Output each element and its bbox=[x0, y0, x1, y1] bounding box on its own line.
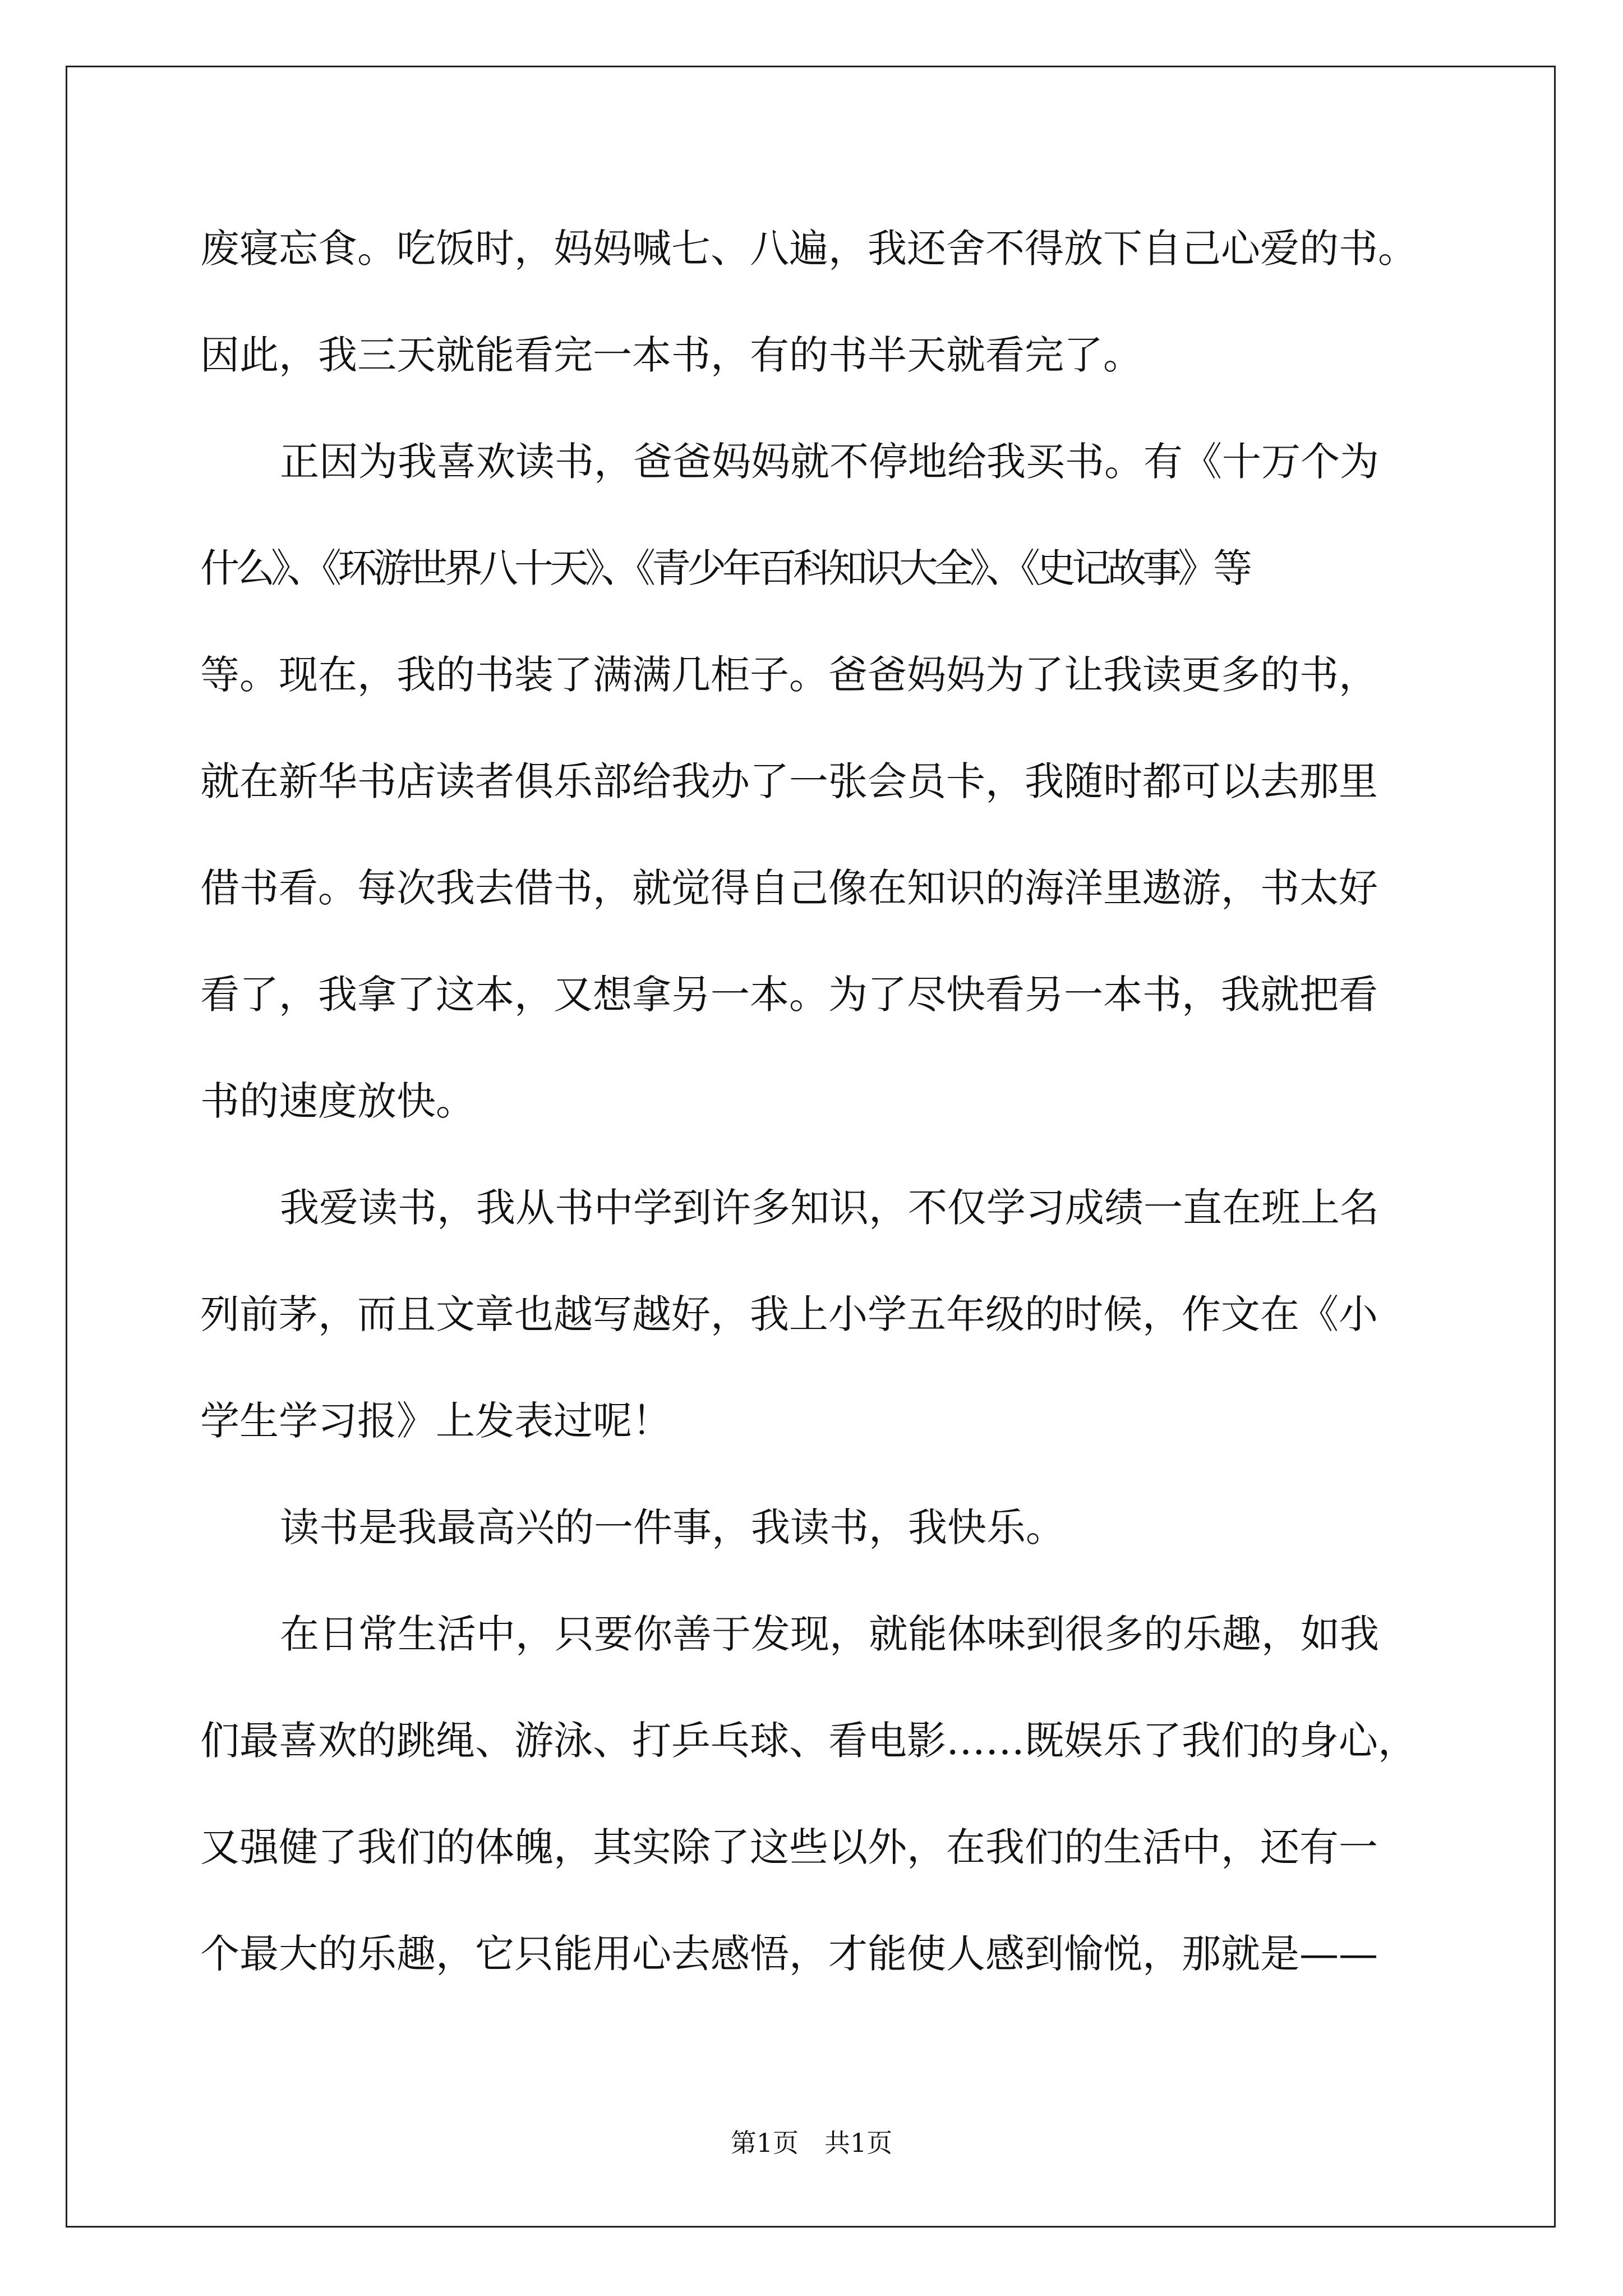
text-line: 又强健了我们的体魄，其实除了这些以外，在我们的生活中，还有一 bbox=[200, 1824, 1378, 1870]
text-line: 学生学习报》上发表过呢！ bbox=[200, 1398, 671, 1444]
text-line: 个最大的乐趣，它只能用心去感悟，才能使人感到愉悦，那就是—— bbox=[200, 1931, 1378, 1977]
text-line: 就在新华书店读者俱乐部给我办了一张会员卡，我随时都可以去那里 bbox=[200, 758, 1378, 804]
paragraph-1 bbox=[200, 195, 1490, 408]
text-line: 我爱读书，我从书中学到许多知识，不仅学习成绩一直在班上名 bbox=[280, 1185, 1379, 1231]
paragraph-5 bbox=[200, 1581, 1490, 2007]
paragraph-2 bbox=[200, 408, 1490, 1154]
text-line: 废寝忘食。吃饭时，妈妈喊七、八遍，我还舍不得放下自己心爱的书。 bbox=[200, 226, 1417, 272]
text-line: 看了，我拿了这本，又想拿另一本。为了尽快看另一本书，我就把看 bbox=[200, 972, 1378, 1018]
text-line: 书的速度放快。 bbox=[200, 1078, 475, 1124]
page-footer bbox=[0, 2126, 1623, 2160]
text-line: 等。现在，我的书装了满满几柜子。爸爸妈妈为了让我读更多的书， bbox=[200, 652, 1378, 698]
text-line: 正因为我喜欢读书，爸爸妈妈就不停地给我买书。有《十万个为 bbox=[280, 439, 1379, 485]
paragraph-4 bbox=[200, 1474, 1490, 1581]
text-line: 们最喜欢的跳绳、游泳、打乒乓球、看电影……既娱乐了我们的身心， bbox=[200, 1718, 1417, 1764]
text-line: 借书看。每次我去借书，就觉得自己像在知识的海洋里遨游，书太好 bbox=[200, 865, 1378, 911]
page-number-label: 第1页 共1页 bbox=[730, 2128, 893, 2158]
text-line: 读书是我最高兴的一件事，我读书，我快乐。 bbox=[280, 1504, 1065, 1550]
text-line: 在日常生活中，只要你善于发现，就能体味到很多的乐趣，如我 bbox=[280, 1611, 1379, 1657]
text-line: 列前茅，而且文章也越写越好，我上小学五年级的时候，作文在《小 bbox=[200, 1291, 1378, 1337]
text-line: 因此，我三天就能看完一本书，有的书半天就看完了。 bbox=[200, 332, 1142, 378]
document-body bbox=[200, 195, 1490, 2007]
paragraph-3 bbox=[200, 1154, 1490, 1474]
text-line: 什么》、《环游世界八十天》、《青少年百科知识大全》、《史记故事》等 bbox=[200, 545, 1248, 591]
